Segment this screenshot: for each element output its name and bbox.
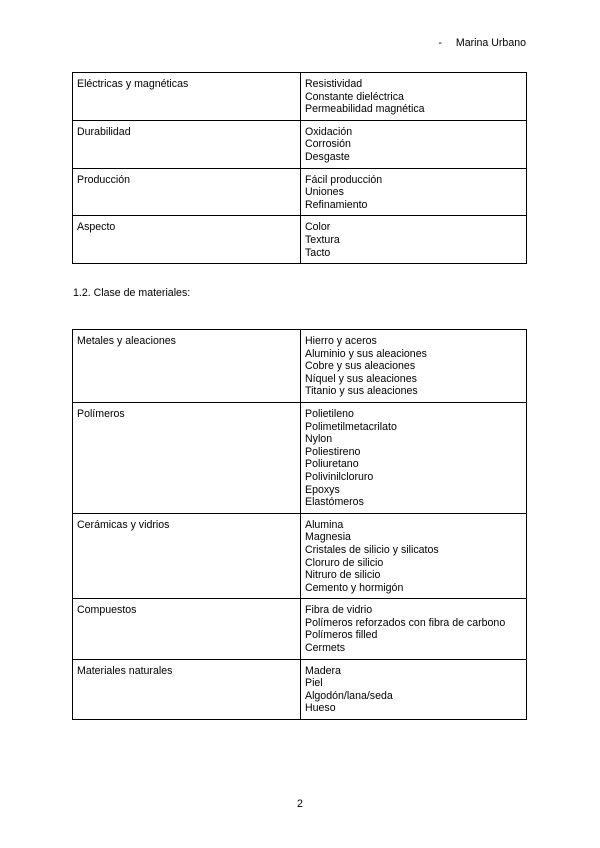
table-row [73, 513, 527, 599]
value-line: Hueso [305, 702, 336, 715]
value-line: Níquel y sus aleaciones [305, 372, 417, 385]
value-line: Epoxys [305, 483, 340, 496]
value-line: Polímeros reforzados con fibra de carbono [305, 616, 506, 629]
page-header [438, 37, 526, 49]
value-line: Fácil producción [305, 173, 383, 186]
value-line: Textura [305, 233, 340, 246]
value-line: Algodón/lana/seda [305, 689, 393, 702]
row-values [301, 513, 527, 599]
value-line: Color [305, 221, 331, 234]
table-row [73, 73, 527, 121]
value-line: Polivinilcloruro [305, 470, 374, 483]
row-label: Cerámicas y vidrios [73, 513, 301, 599]
value-line: Titanio y sus aleaciones [305, 385, 418, 398]
value-line: Permeabilidad magnética [305, 103, 425, 116]
row-values [301, 330, 527, 403]
row-label: Aspecto [73, 216, 301, 264]
page-number: 2 [297, 798, 303, 810]
value-line: Poliuretano [305, 458, 359, 471]
row-label: Compuestos [73, 599, 301, 659]
value-line: Cristales de silicio y silicatos [305, 543, 439, 556]
value-line: Hierro y aceros [305, 335, 377, 347]
row-values [301, 599, 527, 659]
materials-class-table-body [73, 330, 527, 720]
value-line: Cemento y hormigón [305, 581, 404, 594]
value-line: Oxidación [305, 125, 353, 138]
row-label: Producción [73, 168, 301, 216]
value-line: Polimetilmetacrilato [305, 420, 397, 433]
value-line: Tacto [305, 246, 331, 259]
row-label: Polímeros [73, 402, 301, 513]
table-row [73, 599, 527, 659]
value-line: Aluminio y sus aleaciones [305, 347, 427, 360]
value-line: Refinamiento [305, 198, 368, 211]
value-line: Resistividad [305, 78, 363, 90]
value-line: Nitruro de silicio [305, 569, 381, 582]
table-row [73, 659, 527, 719]
value-line: Madera [305, 664, 341, 677]
value-line: Polietileno [305, 407, 354, 420]
value-line: Nylon [305, 433, 333, 446]
row-label: Durabilidad [73, 120, 301, 168]
value-line: Polímeros filled [305, 629, 378, 642]
value-line: Corrosión [305, 138, 351, 151]
row-label: Materiales naturales [73, 659, 301, 719]
row-label: Eléctricas y magnéticas [73, 73, 301, 121]
properties-table [72, 72, 527, 264]
table-row [73, 120, 527, 168]
value-line: Cobre y sus aleaciones [305, 360, 416, 373]
row-values [301, 216, 527, 264]
row-values [301, 73, 527, 121]
properties-table-body [73, 73, 527, 264]
row-values [301, 659, 527, 719]
value-line: Poliestireno [305, 445, 361, 458]
value-line: Cermets [305, 642, 346, 655]
value-line: Magnesia [305, 531, 351, 544]
table-row [73, 330, 527, 403]
materials-class-table [72, 329, 527, 720]
row-label: Metales y aleaciones [73, 330, 301, 403]
value-line: Alumina [305, 518, 344, 531]
header-dash: - [438, 37, 442, 49]
row-values [301, 120, 527, 168]
row-values [301, 168, 527, 216]
table-row [73, 216, 527, 264]
value-line: Constante dieléctrica [305, 90, 404, 103]
row-values [301, 402, 527, 513]
value-line: Cloruro de silicio [305, 556, 384, 569]
header-author: Marina Urbano [455, 37, 526, 49]
value-line: Fibra de vidrio [305, 604, 373, 617]
value-line: Uniones [305, 186, 344, 199]
section-heading: 1.2. Clase de materiales: [73, 287, 191, 299]
value-line: Desgaste [305, 150, 350, 163]
table-row [73, 168, 527, 216]
table-row [73, 402, 527, 513]
value-line: Piel [305, 677, 323, 690]
value-line: Elastómeros [305, 496, 364, 509]
